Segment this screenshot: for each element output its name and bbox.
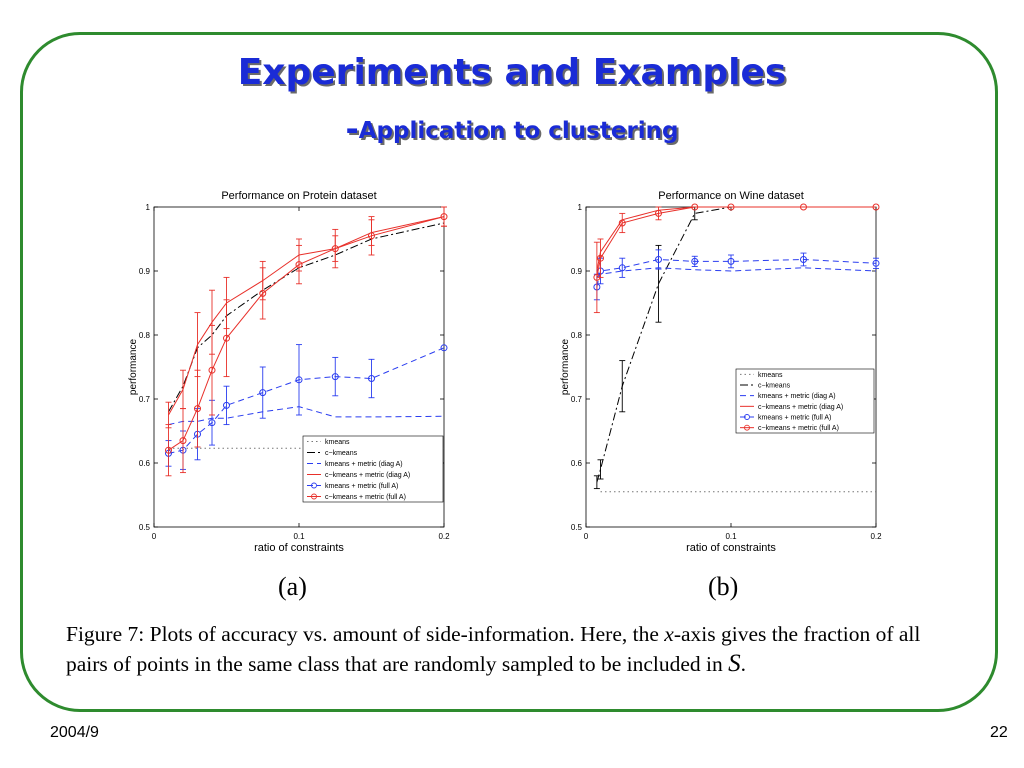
legend-label: kmeans + metric (diag A) bbox=[325, 461, 403, 468]
y-tick-label: 1 bbox=[577, 203, 582, 212]
footer-page-number: 22 bbox=[990, 724, 1008, 741]
y-tick-label: 0.7 bbox=[570, 395, 582, 404]
legend-label: c−kmeans + metric (diag A) bbox=[325, 472, 411, 479]
x-tick-label: 0 bbox=[151, 532, 157, 541]
figure-label-b: (b) bbox=[708, 572, 739, 601]
subtitle-text: Application to clustering bbox=[358, 118, 679, 144]
chart-legend bbox=[736, 369, 874, 433]
y-tick-label: 0.9 bbox=[570, 267, 582, 276]
chart-protein bbox=[128, 190, 450, 554]
chart-title: Performance on Protein dataset bbox=[221, 190, 377, 202]
x-tick-label: 0.2 bbox=[438, 532, 450, 541]
legend-label: c−kmeans bbox=[758, 382, 791, 390]
y-tick-label: 0.8 bbox=[570, 331, 582, 340]
y-axis-label: performance bbox=[560, 338, 571, 396]
caption-x-var: x bbox=[664, 622, 674, 646]
legend-label: c−kmeans + metric (full A) bbox=[325, 494, 406, 501]
y-tick-label: 0.5 bbox=[570, 523, 582, 532]
legend-label: c−kmeans + metric (diag A) bbox=[758, 403, 844, 411]
legend-label: kmeans bbox=[325, 439, 350, 446]
x-axis-label: ratio of constraints bbox=[686, 542, 776, 554]
footer-date: 2004/9 bbox=[50, 724, 99, 741]
x-tick-label: 0 bbox=[583, 532, 589, 541]
legend-label: c−kmeans + metric (full A) bbox=[758, 425, 839, 433]
caption-part-2: -axis gives the fraction of all pairs of points in the same class that are randomly sampled to be included in bbox=[66, 622, 921, 676]
caption-part-1: Figure 7: Plots of accuracy vs. amount of side-information. Here, the bbox=[66, 622, 665, 646]
caption-s-var: S bbox=[728, 650, 741, 677]
x-tick-label: 0.1 bbox=[293, 532, 305, 541]
subtitle-dash: - bbox=[345, 110, 359, 148]
legend-label: kmeans + metric (full A) bbox=[758, 414, 832, 422]
slide-title: Experiments and Examples bbox=[237, 52, 787, 93]
y-tick-label: 1 bbox=[145, 203, 150, 212]
y-tick-label: 0.8 bbox=[138, 331, 150, 340]
x-tick-label: 0.1 bbox=[725, 532, 737, 541]
x-axis-label: ratio of constraints bbox=[254, 542, 344, 554]
legend-label: kmeans bbox=[758, 371, 783, 379]
legend-label: kmeans + metric (diag A) bbox=[758, 393, 836, 401]
legend-label: c−kmeans bbox=[325, 450, 358, 457]
figure-label-a: (a) bbox=[278, 572, 307, 601]
chart-wine bbox=[560, 190, 882, 554]
legend-label: kmeans + metric (full A) bbox=[325, 483, 399, 490]
y-tick-label: 0.6 bbox=[138, 459, 150, 468]
y-tick-label: 0.7 bbox=[138, 395, 150, 404]
y-tick-label: 0.6 bbox=[570, 459, 582, 468]
legend-box bbox=[303, 436, 443, 502]
x-tick-label: 0.2 bbox=[870, 532, 882, 541]
y-tick-label: 0.5 bbox=[138, 523, 150, 532]
caption-part-3: . bbox=[740, 652, 747, 676]
chart-title: Performance on Wine dataset bbox=[658, 190, 804, 202]
y-tick-label: 0.9 bbox=[138, 267, 150, 276]
chart-legend bbox=[303, 436, 443, 502]
y-axis-label: performance bbox=[128, 338, 139, 396]
legend-box bbox=[736, 369, 874, 433]
figure-caption bbox=[66, 620, 966, 679]
